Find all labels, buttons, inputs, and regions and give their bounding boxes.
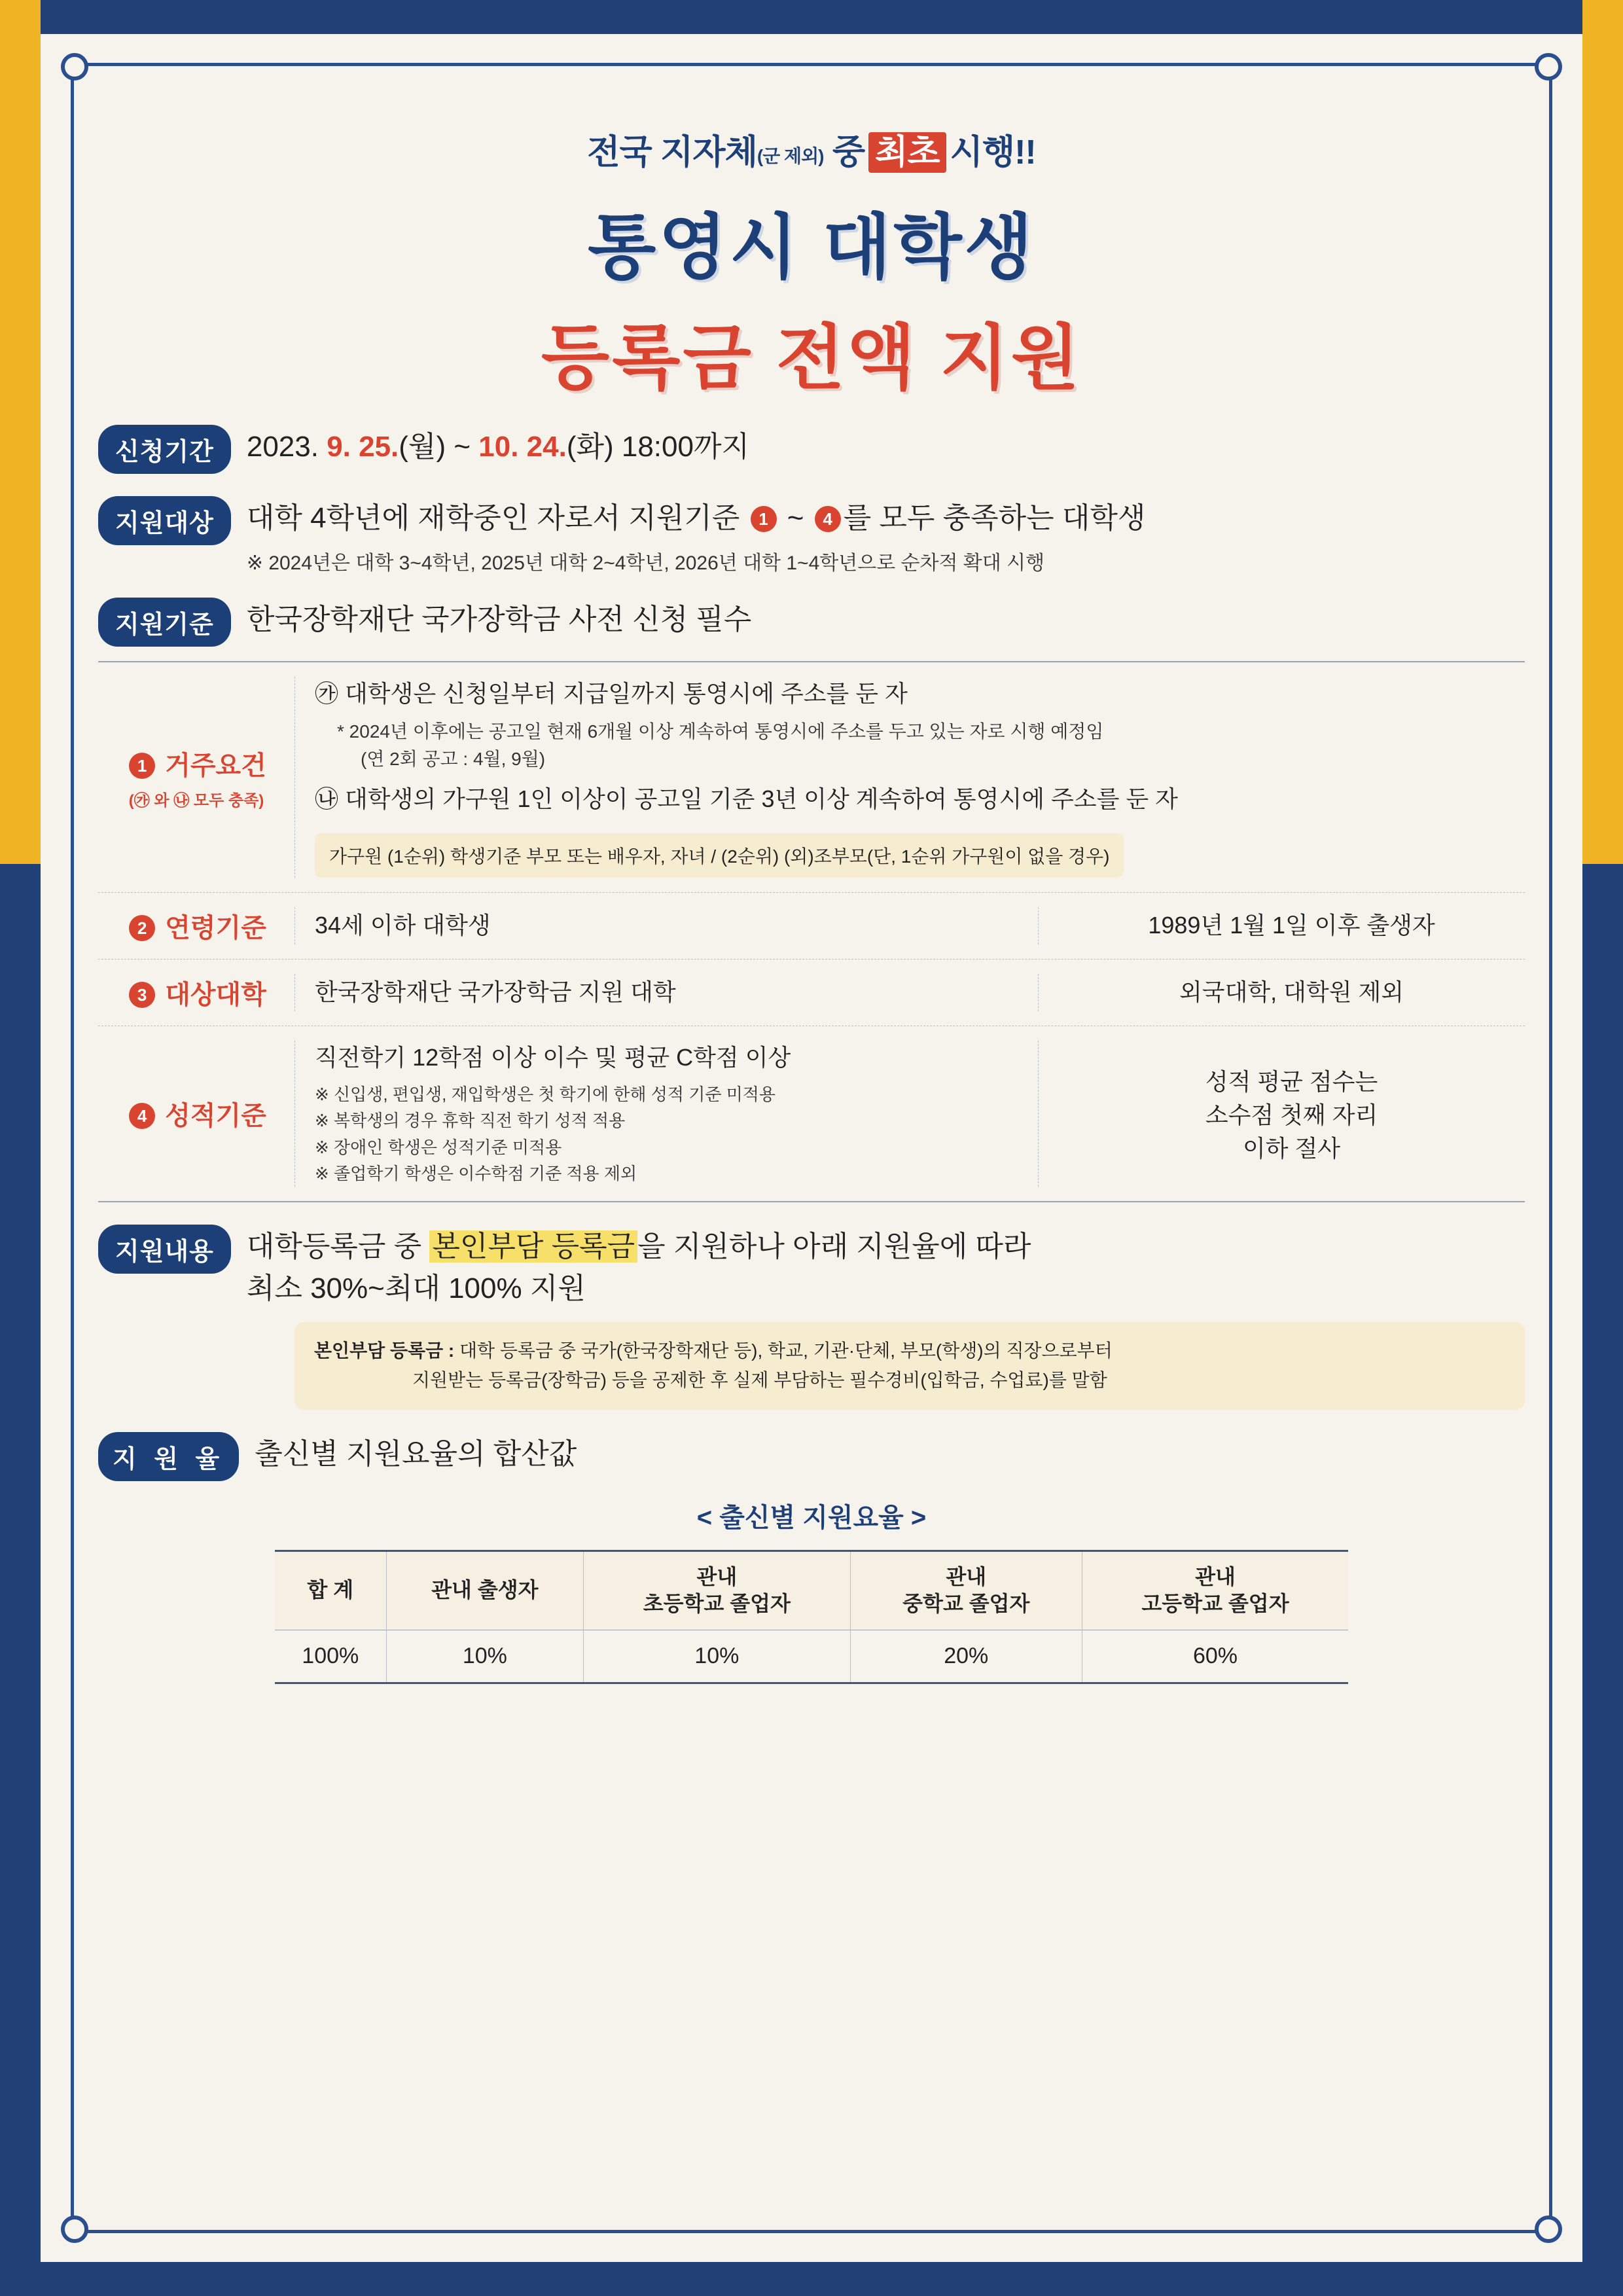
criteria-row-age (98, 893, 1525, 960)
criteria-row-grades (98, 1026, 1525, 1202)
poster-kicker (98, 124, 1525, 173)
section-period (98, 425, 1525, 474)
rate-header-row (275, 1551, 1348, 1630)
period-end: 10. 24. (478, 431, 567, 463)
target-block (247, 496, 1146, 575)
criteria-label-age (98, 907, 294, 944)
period-end-day: (화) 18:00까지 (566, 431, 749, 463)
rate-table-head (275, 1551, 1348, 1630)
grades-right-line-2: 소수점 첫째 자리 (1205, 1101, 1378, 1128)
period-start: 9. 25. (327, 431, 399, 463)
grades-note-1: ※ 신입생, 편입생, 재입학생은 첫 학기에 한해 성적 기준 미적용 (315, 1084, 776, 1104)
kicker-mid: 중 (832, 134, 865, 171)
grades-main: 직전학기 12학점 이상 이수 및 평균 C학점 이상 (315, 1043, 791, 1071)
support-info-line2: 지원받는 등록금(장학금) 등을 공제한 후 실제 부담하는 필수경비(입학금, 수업료)를 말함 (412, 1369, 1107, 1390)
label-rate: 지 원 율 (98, 1432, 239, 1481)
criteria-table (98, 661, 1525, 1202)
rate-value-1: 10% (386, 1630, 584, 1683)
residence-household-box: 가구원 (1순위) 학생기준 부모 또는 배우자, 자녀 / (2순위) (외)조부모(단, 1순위 가구원이 없을 경우) (315, 833, 1124, 878)
period-start-day: (월) ~ (399, 431, 471, 463)
grades-note-4: ※ 졸업학기 학생은 이수학점 기준 적용 제외 (315, 1163, 637, 1183)
kicker-post: 시행!! (950, 134, 1036, 171)
support-line1-after: 을 지원하나 아래 지원율에 따라 (637, 1230, 1031, 1263)
criteria-name-4: 성적기준 (165, 1101, 266, 1130)
rate-header-cell-3 (850, 1551, 1082, 1630)
rate-table-body (275, 1630, 1348, 1683)
criteria-body-age (294, 907, 1525, 944)
target-num-1: 1 (751, 506, 777, 532)
label-criteria: 지원기준 (98, 598, 231, 647)
section-rate (98, 1432, 1525, 1481)
grades-note-2: ※ 복학생의 경우 휴학 직전 학기 성적 적용 (315, 1111, 626, 1131)
support-info-line1 (314, 1336, 1505, 1366)
rate-value-row (275, 1630, 1348, 1683)
rate-value-4: 60% (1082, 1630, 1349, 1683)
support-line1-before: 대학등록금 중 (246, 1230, 430, 1263)
corner-dot-top-left (61, 53, 88, 81)
grades-left (294, 1041, 1038, 1187)
criteria-label-university (98, 974, 294, 1011)
target-tilde: ~ (787, 502, 804, 534)
age-right: 1989년 1월 1일 이후 출생자 (1038, 907, 1525, 944)
residence-line-a: ㉮ 대학생은 신청일부터 지급일까지 통영시에 주소를 둔 자 (315, 680, 908, 708)
rate-header-4-line1: 관내 (1195, 1564, 1236, 1588)
rate-header-cell-2 (584, 1551, 850, 1630)
criteria-sublabel-1: (㉮ 와 ㉯ 모두 충족) (128, 791, 264, 810)
rate-header-2-line2: 초등학교 졸업자 (643, 1592, 791, 1616)
university-left: 한국장학재단 국가장학금 지원 대학 (294, 974, 1038, 1011)
target-note: ※ 2024년은 대학 3~4학년, 2025년 대학 2~4학년, 2026년 대학 1~4학년으로 순차적 확대 시행 (246, 552, 1045, 575)
residence-note-2: (연 2회 공고 : 4월, 9월) (361, 748, 546, 769)
target-text-before: 대학 4학년에 재학중인 자로서 지원기준 (246, 502, 740, 534)
rate-header-3-line2: 중학교 졸업자 (902, 1592, 1030, 1616)
criteria-num-2: 2 (129, 915, 155, 941)
kicker-paren: (군 제외) (757, 146, 824, 166)
section-criteria (98, 598, 1525, 647)
rate-header-0-line1: 합 계 (307, 1578, 354, 1602)
criteria-num-4: 4 (129, 1103, 155, 1129)
rate-table (275, 1550, 1348, 1684)
rate-header-cell-4 (1082, 1551, 1349, 1630)
rate-value-2: 10% (584, 1630, 850, 1683)
poster-title-line2: 등록금 전액 지원 (541, 318, 1082, 397)
grades-right (1038, 1041, 1525, 1187)
rate-table-title: < 출신별 지원요율 > (696, 1503, 927, 1532)
rate-table-wrapper (275, 1550, 1348, 1684)
support-line1 (247, 1225, 1031, 1266)
criteria-label-university-main (126, 974, 266, 1011)
target-num-4: 4 (815, 506, 841, 532)
corner-dot-bottom-left (61, 2215, 88, 2243)
label-support: 지원내용 (98, 1225, 231, 1274)
support-block (247, 1225, 1031, 1308)
criteria-body-grades (294, 1041, 1525, 1187)
rate-header-3-line1: 관내 (946, 1564, 987, 1588)
criteria-body-residence (294, 677, 1525, 877)
rate-value-3: 20% (850, 1630, 1082, 1683)
residence-note-1: * 2024년 이후에는 공고일 현재 6개월 이상 계속하여 통영시에 주소를 두고 있는 자로 시행 예정임 (337, 721, 1104, 742)
criteria-row-residence (98, 662, 1525, 892)
university-right: 외국대학, 대학원 제외 (1038, 974, 1525, 1011)
criteria-name-1: 거주요건 (165, 751, 266, 780)
target-text-after: 를 모두 충족하는 대학생 (843, 502, 1146, 534)
criteria-headline: 한국장학재단 국가장학금 사전 신청 필수 (246, 603, 752, 636)
period-year: 2023. (246, 431, 319, 463)
left-accent-bar (0, 0, 41, 864)
grades-right-line-3: 이하 절사 (1242, 1134, 1341, 1162)
criteria-label-residence (98, 677, 294, 877)
corner-dot-bottom-right (1535, 2215, 1562, 2243)
corner-dot-top-right (1535, 53, 1562, 81)
criteria-num-1: 1 (129, 753, 155, 779)
criteria-row-university (98, 960, 1525, 1026)
support-info-label: 본인부담 등록금 : (314, 1340, 455, 1361)
rate-header-1-line1: 관내 출생자 (431, 1578, 539, 1602)
criteria-label-grades (98, 1041, 294, 1187)
criteria-num-3: 3 (129, 982, 155, 1008)
criteria-name-2: 연령기준 (165, 913, 266, 942)
criteria-name-3: 대상대학 (165, 980, 266, 1009)
rate-header-4-line2: 고등학교 졸업자 (1141, 1592, 1289, 1616)
age-left: 34세 이하 대학생 (294, 907, 1038, 944)
target-text (247, 496, 1146, 537)
rate-header-cell-1 (386, 1551, 584, 1630)
residence-line-b: ㉯ 대학생의 가구원 1인 이상이 공고일 기준 3년 이상 계속하여 통영시에 주소를 둔 자 (315, 785, 1178, 812)
section-target (98, 496, 1525, 575)
period-text (247, 425, 749, 466)
criteria-label-grades-main (126, 1095, 266, 1132)
criteria-body-university (294, 974, 1525, 1011)
section-support (98, 1225, 1525, 1308)
support-line2: 최소 30%~최대 100% 지원 (246, 1272, 586, 1304)
rate-headline: 출신별 지원요율의 합산값 (255, 1437, 577, 1470)
support-line1-highlight: 본인부담 등록금 (429, 1230, 637, 1263)
poster-title-line1: 통영시 대학생 (588, 207, 1035, 287)
label-target: 지원대상 (98, 496, 231, 545)
rate-value-0: 100% (302, 1643, 359, 1668)
kicker-pre: 전국 지자체 (587, 134, 757, 171)
rate-header-cell-0 (275, 1551, 386, 1630)
support-info-box (294, 1322, 1525, 1410)
poster-content (98, 92, 1525, 2204)
support-info-text-1: 대학 등록금 중 국가(한국장학재단 등), 학교, 기관·단체, 부모(학생)의 직장으로부터 (454, 1340, 1113, 1361)
rate-header-2-line1: 관내 (696, 1564, 738, 1588)
kicker-highlight: 최초 (868, 132, 946, 173)
criteria-label-age-main (126, 907, 266, 944)
right-accent-bar (1582, 0, 1623, 864)
grades-note-3: ※ 장애인 학생은 성적기준 미적용 (315, 1137, 562, 1157)
label-period: 신청기간 (98, 425, 231, 474)
grades-right-line-1: 성적 평균 점수는 (1205, 1067, 1378, 1095)
criteria-label-residence-main (126, 745, 266, 782)
